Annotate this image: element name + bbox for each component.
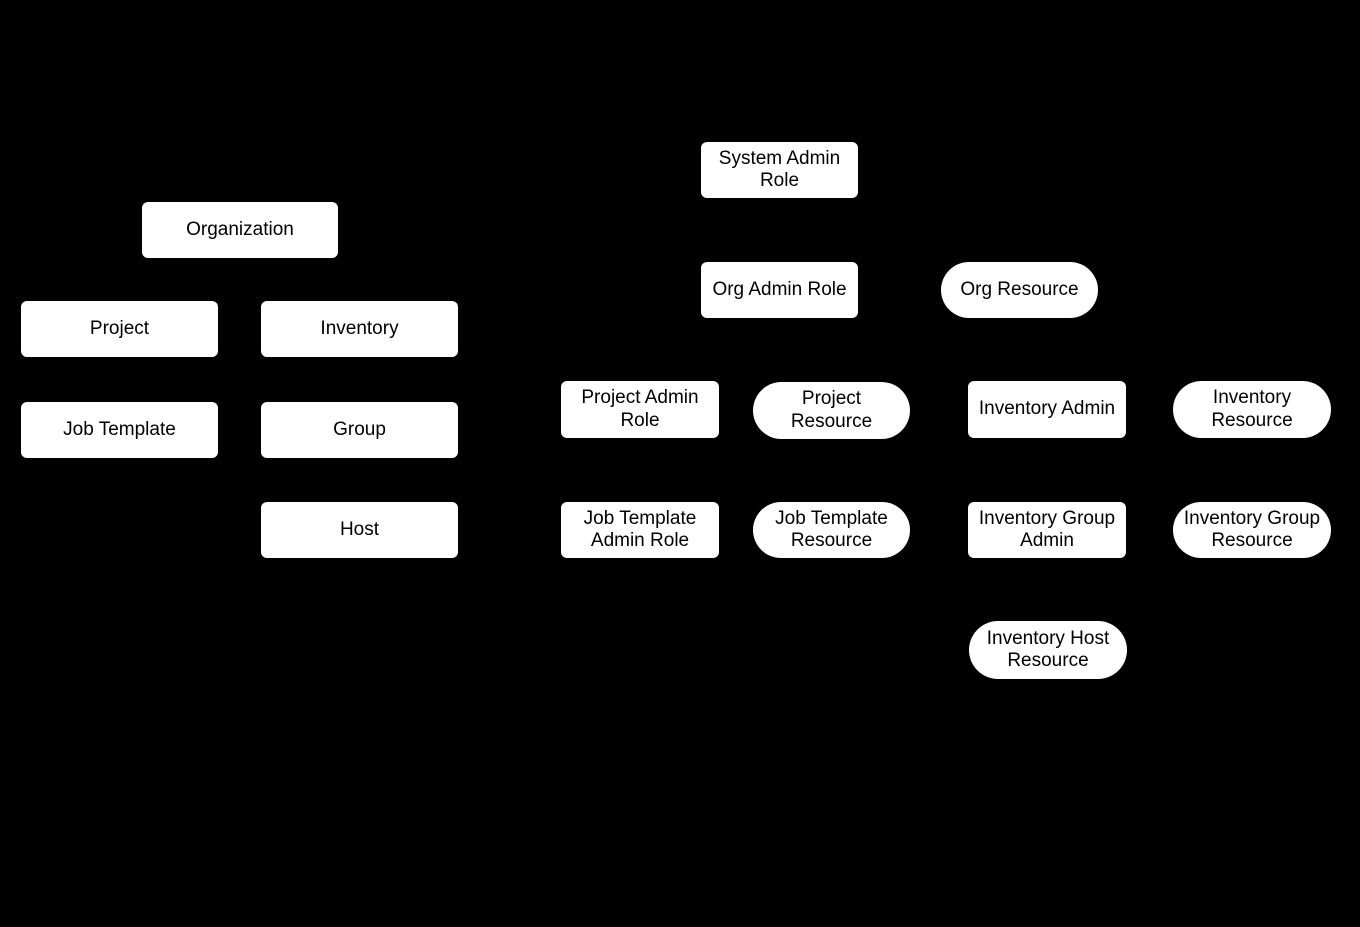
node-project-admin-role: Project Admin Role bbox=[561, 381, 719, 438]
node-org-admin-role: Org Admin Role bbox=[701, 262, 858, 318]
node-job-template: Job Template bbox=[21, 402, 218, 458]
node-job-template-admin-role: Job Template Admin Role bbox=[561, 502, 719, 558]
node-system-admin-role: System Admin Role bbox=[701, 142, 858, 198]
node-project: Project bbox=[21, 301, 218, 357]
node-host: Host bbox=[261, 502, 458, 558]
node-organization: Organization bbox=[142, 202, 338, 258]
node-inventory: Inventory bbox=[261, 301, 458, 357]
node-project-resource: Project Resource bbox=[753, 382, 910, 439]
node-group: Group bbox=[261, 402, 458, 458]
node-inventory-host-resource: Inventory Host Resource bbox=[969, 621, 1127, 679]
node-inventory-group-admin: Inventory Group Admin bbox=[968, 502, 1126, 558]
node-inventory-admin: Inventory Admin bbox=[968, 381, 1126, 438]
node-inventory-resource: Inventory Resource bbox=[1173, 381, 1331, 438]
node-job-template-resource: Job Template Resource bbox=[753, 502, 910, 558]
node-org-resource: Org Resource bbox=[941, 262, 1098, 318]
node-inventory-group-resource: Inventory Group Resource bbox=[1173, 502, 1331, 558]
